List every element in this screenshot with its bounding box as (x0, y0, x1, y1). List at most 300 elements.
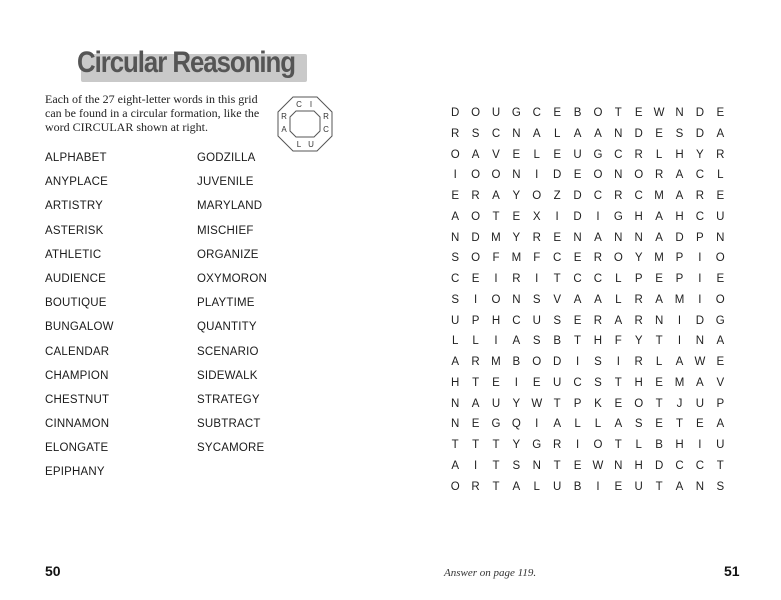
grid-cell: X (532, 210, 541, 223)
page-number: 50 (45, 563, 61, 579)
grid-cell: E (655, 418, 663, 431)
grid-cell: L (533, 148, 540, 161)
grid-cell: A (655, 210, 663, 223)
grid-cell: N (451, 418, 460, 431)
word-list-item: MARYLAND (197, 200, 263, 213)
grid-cell: S (594, 376, 602, 389)
word-list-item: ASTERISK (45, 224, 104, 237)
grid-cell: T (614, 439, 622, 451)
grid-cell: P (634, 273, 643, 285)
word-list-item: ATHLETIC (45, 248, 102, 261)
grid-cell: E (471, 273, 480, 285)
grid-cell: Z (553, 190, 561, 202)
grid-cell: R (593, 314, 603, 327)
grid-cell: M (654, 252, 664, 265)
grid-cell: E (655, 273, 663, 285)
word-list-item: SCENARIO (197, 345, 259, 358)
grid-row (445, 334, 730, 355)
grid-cell: C (491, 127, 501, 140)
grid-cell: I (575, 439, 580, 451)
grid-cell: S (451, 293, 460, 306)
grid-cell: T (675, 418, 683, 431)
grid-cell: A (451, 210, 460, 223)
grid-cell: I (677, 314, 682, 327)
grid-cell: O (471, 169, 481, 182)
grid-cell: G (715, 314, 725, 327)
grid-row (445, 148, 730, 169)
grid-cell: A (471, 397, 480, 410)
grid-cell: I (494, 335, 498, 348)
grid-row (445, 459, 730, 480)
grid-cell: D (634, 127, 643, 140)
grid-cell: I (535, 418, 539, 431)
grid-cell: R (614, 190, 623, 202)
grid-cell: U (716, 439, 725, 451)
grid-cell: P (696, 231, 704, 244)
grid-cell: T (472, 439, 480, 451)
word-list-item: CALENDAR (45, 345, 110, 358)
grid-cell: C (552, 252, 562, 265)
grid-cell: E (655, 376, 663, 389)
grid-cell: N (451, 397, 460, 410)
grid-cell: D (675, 231, 684, 244)
grid-cell: S (512, 459, 521, 472)
grid-cell: I (698, 273, 702, 285)
word-list-item: CHESTNUT (45, 393, 110, 406)
grid-cell: E (614, 480, 623, 493)
grid-cell: E (573, 169, 582, 182)
grid-cell: T (614, 107, 622, 119)
grid-cell: B (553, 335, 561, 348)
grid-cell: G (593, 148, 603, 161)
grid-cell: O (471, 107, 481, 119)
grid-cell: O (471, 210, 481, 223)
grid-row (445, 272, 730, 293)
grid-cell: I (616, 356, 620, 368)
grid-cell: D (695, 107, 705, 119)
grid-cell: E (532, 376, 541, 389)
grid-cell: A (614, 418, 623, 431)
grid-cell: E (553, 231, 561, 244)
grid-cell: H (451, 376, 460, 389)
grid-cell: E (573, 314, 582, 327)
grid-cell: H (491, 314, 501, 327)
grid-cell: I (494, 273, 498, 285)
grid-cell: S (675, 127, 684, 140)
grid-cell: C (695, 459, 705, 472)
word-list-item: AUDIENCE (45, 272, 107, 285)
grid-cell: E (614, 397, 623, 410)
grid-cell: J (676, 397, 683, 410)
grid-cell: V (492, 148, 500, 161)
grid-cell: A (594, 127, 602, 140)
grid-cell: R (532, 231, 541, 244)
circular-example-diagram (274, 93, 336, 155)
grid-cell: C (695, 210, 705, 223)
grid-cell: A (675, 190, 684, 202)
grid-cell: T (492, 210, 500, 223)
grid-cell: M (491, 231, 501, 244)
grid-cell: U (695, 397, 705, 410)
grid-cell: I (596, 210, 600, 223)
grid-cell: C (675, 459, 684, 472)
grid-cell: A (512, 335, 521, 348)
grid-cell: I (698, 439, 702, 451)
grid-cell: S (716, 480, 725, 493)
grid-cell: L (655, 148, 663, 161)
grid-cell: W (592, 459, 604, 472)
grid-cell: L (594, 418, 602, 431)
grid-cell: N (512, 293, 521, 306)
grid-cell: H (634, 459, 643, 472)
grid-row (445, 293, 730, 314)
grid-cell: Y (512, 190, 521, 202)
grid-cell: T (451, 439, 459, 451)
grid-cell: D (654, 459, 664, 472)
grid-cell: A (675, 480, 684, 493)
grid-cell: Y (696, 148, 704, 161)
left-page (0, 0, 390, 600)
grid-cell: C (532, 107, 541, 119)
grid-cell: G (491, 418, 501, 431)
grid-cell: I (575, 356, 580, 368)
word-list-column-2 (197, 151, 267, 465)
grid-cell: A (716, 418, 725, 431)
word-list-item: GODZILLA (197, 152, 256, 164)
grid-cell: H (675, 439, 684, 451)
grid-cell: H (634, 210, 643, 223)
grid-cell: L (472, 335, 479, 348)
grid-cell: T (574, 335, 582, 348)
grid-cell: R (634, 293, 643, 306)
grid-cell: R (654, 169, 664, 182)
grid-cell: I (535, 273, 539, 285)
grid-row (445, 127, 730, 148)
grid-cell: N (675, 107, 684, 119)
grid-cell: T (492, 439, 500, 451)
grid-cell: O (634, 397, 644, 410)
grid-cell: T (492, 459, 500, 472)
grid-cell: O (532, 190, 542, 202)
word-list-item: JUVENILE (197, 176, 254, 189)
word-list-item: CHAMPION (45, 369, 109, 382)
grid-cell: L (451, 335, 459, 348)
grid-cell: H (675, 210, 684, 223)
grid-cell: B (573, 107, 582, 119)
grid-row (445, 251, 730, 272)
grid-cell: C (512, 314, 521, 327)
grid-cell: T (553, 459, 561, 472)
grid-cell: T (655, 480, 663, 493)
grid-cell: E (716, 107, 725, 119)
grid-cell: A (675, 356, 684, 368)
grid-cell: N (654, 314, 664, 327)
grid-cell: A (655, 231, 663, 244)
grid-row (445, 376, 730, 397)
word-list-item: BOUTIQUE (45, 297, 107, 310)
grid-cell: T (614, 376, 622, 389)
grid-cell: G (613, 210, 623, 223)
page-number: 51 (724, 563, 740, 579)
grid-cell: Y (634, 252, 643, 265)
grid-cell: O (634, 169, 644, 182)
grid-cell: S (471, 127, 480, 140)
word-list-item: QUANTITY (197, 321, 257, 334)
example-letter: C (323, 125, 329, 134)
word-list-item: OXYMORON (197, 272, 267, 285)
grid-cell: M (674, 376, 685, 389)
grid-cell: A (492, 190, 500, 202)
word-list-item: ANYPLACE (45, 176, 108, 189)
grid-cell: O (450, 148, 460, 161)
grid-cell: L (553, 127, 561, 140)
grid-cell: A (532, 127, 541, 140)
grid-cell: E (512, 210, 521, 223)
grid-row (445, 106, 730, 127)
grid-cell: L (615, 293, 622, 306)
grid-cell: C (634, 190, 643, 202)
grid-cell: R (471, 480, 480, 493)
grid-cell: R (512, 273, 521, 285)
grid-row (445, 480, 730, 501)
grid-cell: N (695, 480, 705, 493)
grid-cell: U (451, 314, 460, 327)
grid-cell: T (553, 273, 561, 285)
grid-cell: T (472, 376, 480, 389)
puzzle-title: Circular Reasoning (77, 46, 295, 79)
grid-row (445, 189, 730, 210)
grid-row (445, 210, 730, 231)
grid-row (445, 438, 730, 459)
grid-cell: P (573, 397, 582, 410)
grid-cell: E (471, 418, 480, 431)
grid-cell: E (492, 376, 500, 389)
grid-cell: N (512, 169, 521, 182)
word-list-item: BUNGALOW (45, 321, 114, 334)
grid-cell: C (614, 148, 623, 161)
grid-cell: A (573, 293, 582, 306)
grid-cell: Y (512, 439, 521, 451)
grid-cell: E (696, 418, 704, 431)
grid-cell: D (695, 127, 705, 140)
grid-cell: Y (512, 397, 521, 410)
grid-cell: P (675, 273, 684, 285)
word-list-item: SUBTRACT (197, 418, 261, 431)
grid-cell: L (533, 480, 540, 493)
grid-cell: E (553, 148, 561, 161)
title-block (73, 44, 313, 84)
grid-cell: H (675, 148, 684, 161)
grid-cell: A (716, 127, 725, 140)
letter-grid (445, 106, 730, 500)
grid-cell: R (451, 127, 460, 140)
grid-row (445, 231, 730, 252)
grid-cell: A (594, 231, 602, 244)
grid-cell: E (573, 252, 582, 265)
grid-cell: A (553, 418, 561, 431)
instructions: Each of the 27 eight-letter words in this grid can be found in a circular formation, like the word CIRCULAR shown at right. (45, 92, 260, 134)
grid-cell: D (552, 356, 562, 368)
grid-cell: A (716, 335, 725, 348)
grid-row (445, 397, 730, 418)
grid-cell: M (654, 190, 664, 202)
grid-cell: V (716, 376, 725, 389)
grid-cell: N (634, 231, 643, 244)
grid-cell: N (716, 231, 725, 244)
grid-cell: W (694, 356, 706, 368)
grid-cell: O (593, 439, 603, 451)
grid-cell: B (512, 356, 521, 368)
grid-cell: N (451, 231, 460, 244)
grid-cell: H (634, 376, 643, 389)
grid-cell: R (471, 190, 480, 202)
grid-cell: S (532, 335, 541, 348)
grid-cell: C (573, 273, 582, 285)
grid-cell: S (594, 356, 602, 368)
grid-cell: C (695, 169, 705, 182)
example-letter: C (296, 100, 302, 109)
grid-cell: R (634, 148, 643, 161)
grid-cell: W (531, 397, 543, 410)
grid-cell: A (675, 169, 684, 182)
grid-cell: E (573, 459, 582, 472)
grid-cell: O (593, 169, 603, 182)
grid-cell: A (594, 293, 602, 306)
grid-cell: M (511, 252, 522, 265)
word-list-item: EPIPHANY (45, 466, 105, 479)
grid-cell: S (634, 418, 643, 431)
grid-cell: D (573, 190, 582, 202)
grid-cell: U (634, 480, 643, 493)
grid-cell: R (634, 356, 643, 368)
grid-cell: Y (512, 231, 521, 244)
grid-cell: N (614, 169, 623, 182)
grid-cell: L (655, 356, 663, 368)
grid-cell: I (453, 169, 457, 182)
grid-cell: Y (634, 335, 643, 348)
grid-cell: S (451, 252, 460, 265)
grid-cell: L (717, 169, 724, 182)
grid-cell: B (573, 480, 582, 493)
grid-cell: L (615, 273, 622, 285)
word-list-item: CINNAMON (45, 418, 110, 431)
grid-cell: O (532, 356, 542, 368)
grid-cell: M (674, 293, 685, 306)
grid-cell: T (716, 459, 724, 472)
grid-cell: O (715, 252, 725, 265)
grid-cell: A (696, 376, 704, 389)
grid-cell: E (655, 127, 663, 140)
example-letter: R (281, 112, 287, 121)
grid-cell: A (451, 356, 460, 368)
grid-cell: I (698, 252, 702, 265)
grid-row (445, 355, 730, 376)
word-list-item: ARTISTRY (45, 200, 104, 213)
word-list-item: MISCHIEF (197, 224, 254, 237)
grid-cell: E (716, 273, 725, 285)
grid-cell: U (716, 210, 725, 223)
grid-cell: G (532, 439, 542, 451)
grid-cell: O (450, 480, 460, 493)
grid-row (445, 417, 730, 438)
grid-cell: R (634, 314, 643, 327)
word-list-item: ORGANIZE (197, 248, 259, 261)
grid-cell: F (614, 335, 622, 348)
grid-row (445, 314, 730, 335)
grid-cell: A (614, 314, 623, 327)
grid-cell: I (698, 293, 702, 306)
grid-cell: C (573, 376, 582, 389)
word-list-item: SIDEWALK (197, 369, 258, 382)
example-letter: L (296, 140, 302, 149)
grid-cell: U (552, 376, 562, 389)
grid-cell: D (451, 107, 460, 119)
grid-cell: P (716, 397, 725, 410)
grid-cell: B (655, 439, 663, 451)
grid-cell: V (553, 293, 561, 306)
example-letter: I (309, 100, 313, 109)
grid-cell: S (532, 293, 541, 306)
grid-cell: I (596, 480, 600, 493)
example-letter: U (308, 140, 314, 149)
example-letter: A (281, 125, 287, 134)
grid-cell: E (634, 107, 643, 119)
grid-cell: T (553, 397, 561, 410)
answer-note: Answer on page 119. (444, 567, 537, 579)
grid-cell: P (675, 252, 684, 265)
grid-cell: C (451, 273, 460, 285)
grid-cell: T (655, 397, 663, 410)
grid-cell: K (594, 397, 602, 410)
grid-cell: H (593, 335, 603, 348)
grid-cell: E (451, 190, 460, 202)
grid-cell: C (593, 273, 603, 285)
grid-cell: A (655, 293, 663, 306)
grid-cell: R (471, 356, 480, 368)
grid-cell: S (553, 314, 561, 327)
grid-cell: O (491, 293, 501, 306)
grid-cell: P (471, 314, 480, 327)
grid-cell: L (635, 439, 642, 451)
grid-cell: D (552, 169, 562, 182)
grid-cell: A (451, 459, 460, 472)
grid-cell: O (471, 252, 481, 265)
grid-cell: N (614, 231, 623, 244)
grid-cell: U (573, 148, 582, 161)
grid-cell: N (614, 459, 623, 472)
grid-cell: T (492, 480, 500, 493)
grid-cell: D (695, 314, 705, 327)
grid-cell: W (653, 107, 665, 119)
example-letter: R (323, 112, 329, 121)
grid-cell: E (512, 148, 521, 161)
grid-cell: N (573, 231, 582, 244)
grid-cell: Q (511, 418, 521, 431)
word-list-item: ELONGATE (45, 442, 109, 455)
grid-cell: N (532, 459, 541, 472)
grid-cell: I (677, 335, 682, 348)
grid-cell: A (512, 480, 521, 493)
grid-cell: E (716, 190, 725, 202)
grid-cell: E (716, 356, 725, 368)
grid-cell: U (491, 397, 501, 410)
grid-cell: N (614, 127, 623, 140)
grid-cell: I (535, 169, 539, 182)
right-page (390, 0, 781, 600)
word-list-column-1 (45, 151, 114, 490)
word-list-item: SYCAMORE (197, 442, 265, 455)
word-list-item: STRATEGY (197, 393, 260, 406)
